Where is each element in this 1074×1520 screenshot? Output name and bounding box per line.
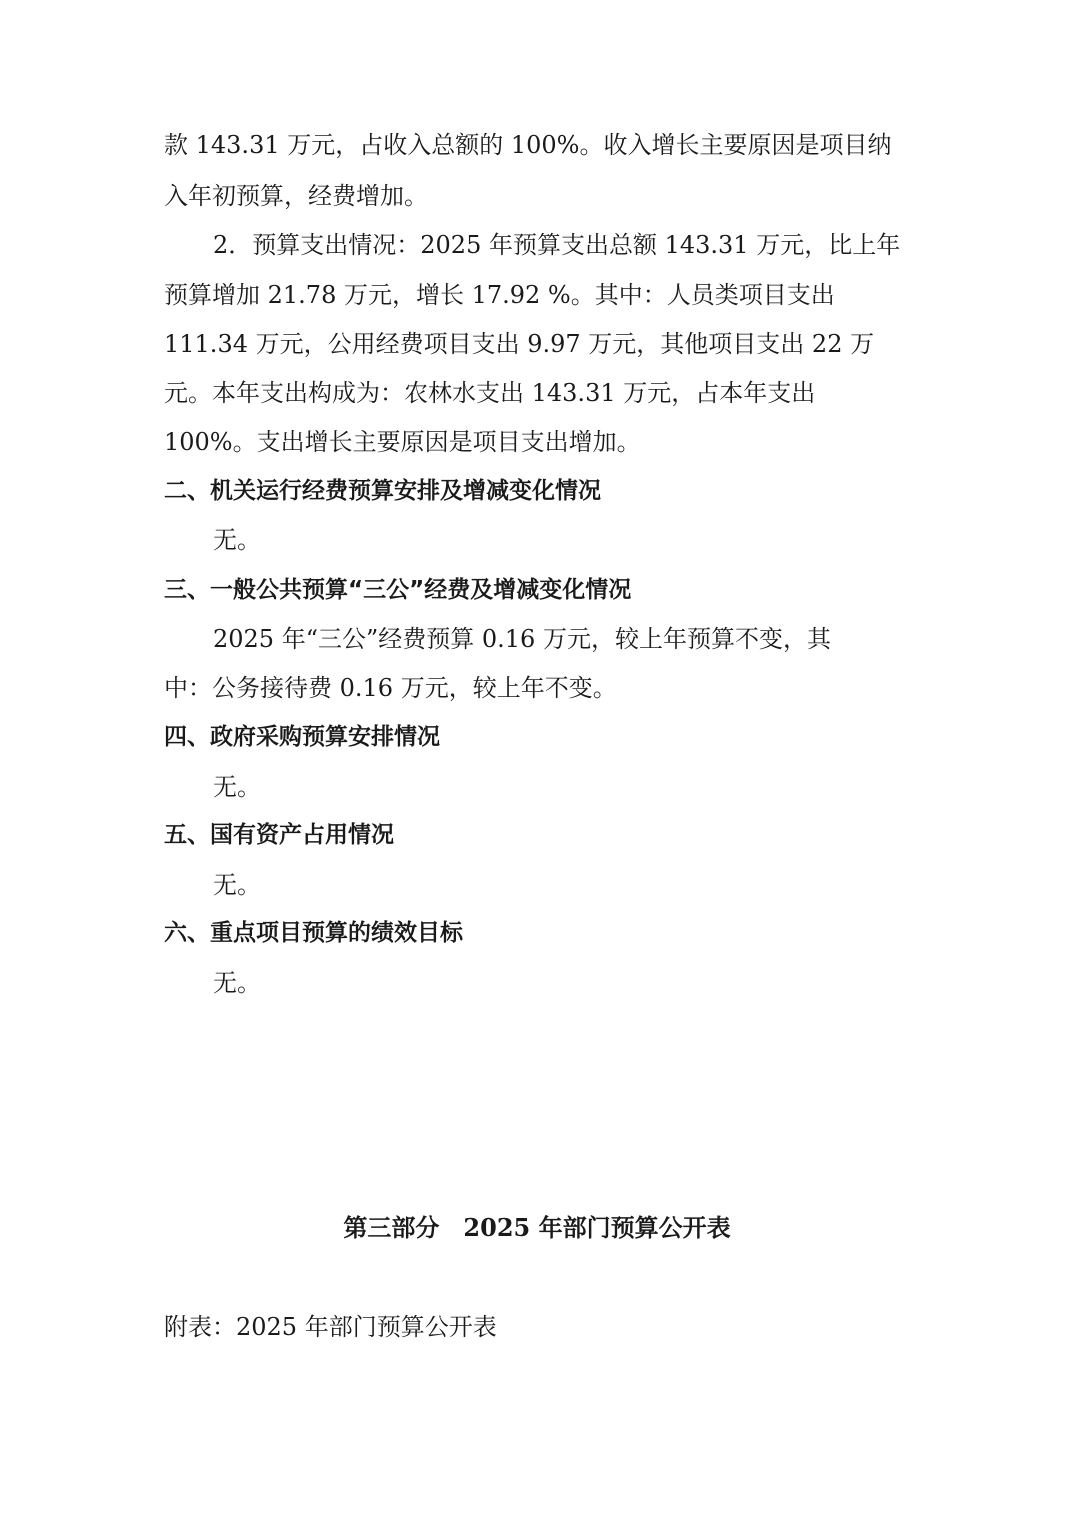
section-body: 无。 [213, 871, 261, 899]
paragraph-line: 预算增加 21.78 万元，增长 17.92 %。其中：人员类项目支出 [164, 281, 835, 309]
paragraph-line: 入年初预算，经费增加。 [164, 182, 428, 210]
section-body: 无。 [213, 969, 261, 997]
paragraph-line: 中：公务接待费 0.16 万元，较上年不变。 [164, 674, 617, 702]
section-heading: 四、政府采购预算安排情况 [164, 724, 440, 750]
section-body: 无。 [213, 526, 261, 554]
section-body: 无。 [213, 773, 261, 801]
paragraph-line: 100%。支出增长主要原因是项目支出增加。 [164, 428, 641, 456]
paragraph-line: 2．预算支出情况：2025 年预算支出总额 143.31 万元，比上年 [213, 231, 901, 259]
section-heading: 二、机关运行经费预算安排及增减变化情况 [164, 478, 601, 504]
attachment-label: 附表：2025 年部门预算公开表 [164, 1313, 497, 1341]
paragraph-line: 2025 年“三公”经费预算 0.16 万元，较上年预算不变，其 [213, 625, 831, 653]
section-heading: 五、国有资产占用情况 [164, 822, 394, 848]
paragraph-line: 111.34 万元，公用经费项目支出 9.97 万元，其他项目支出 22 万 [164, 330, 875, 358]
section-heading: 六、重点项目预算的绩效目标 [164, 920, 463, 946]
paragraph-line: 款 143.31 万元，占收入总额的 100%。收入增长主要原因是项目纳 [164, 131, 892, 159]
section-heading: 三、一般公共预算“三公”经费及增减变化情况 [164, 577, 632, 603]
paragraph-line: 元。本年支出构成为：农林水支出 143.31 万元，占本年支出 [164, 379, 816, 407]
part-title: 第三部分 2025 年部门预算公开表 [343, 1213, 731, 1242]
